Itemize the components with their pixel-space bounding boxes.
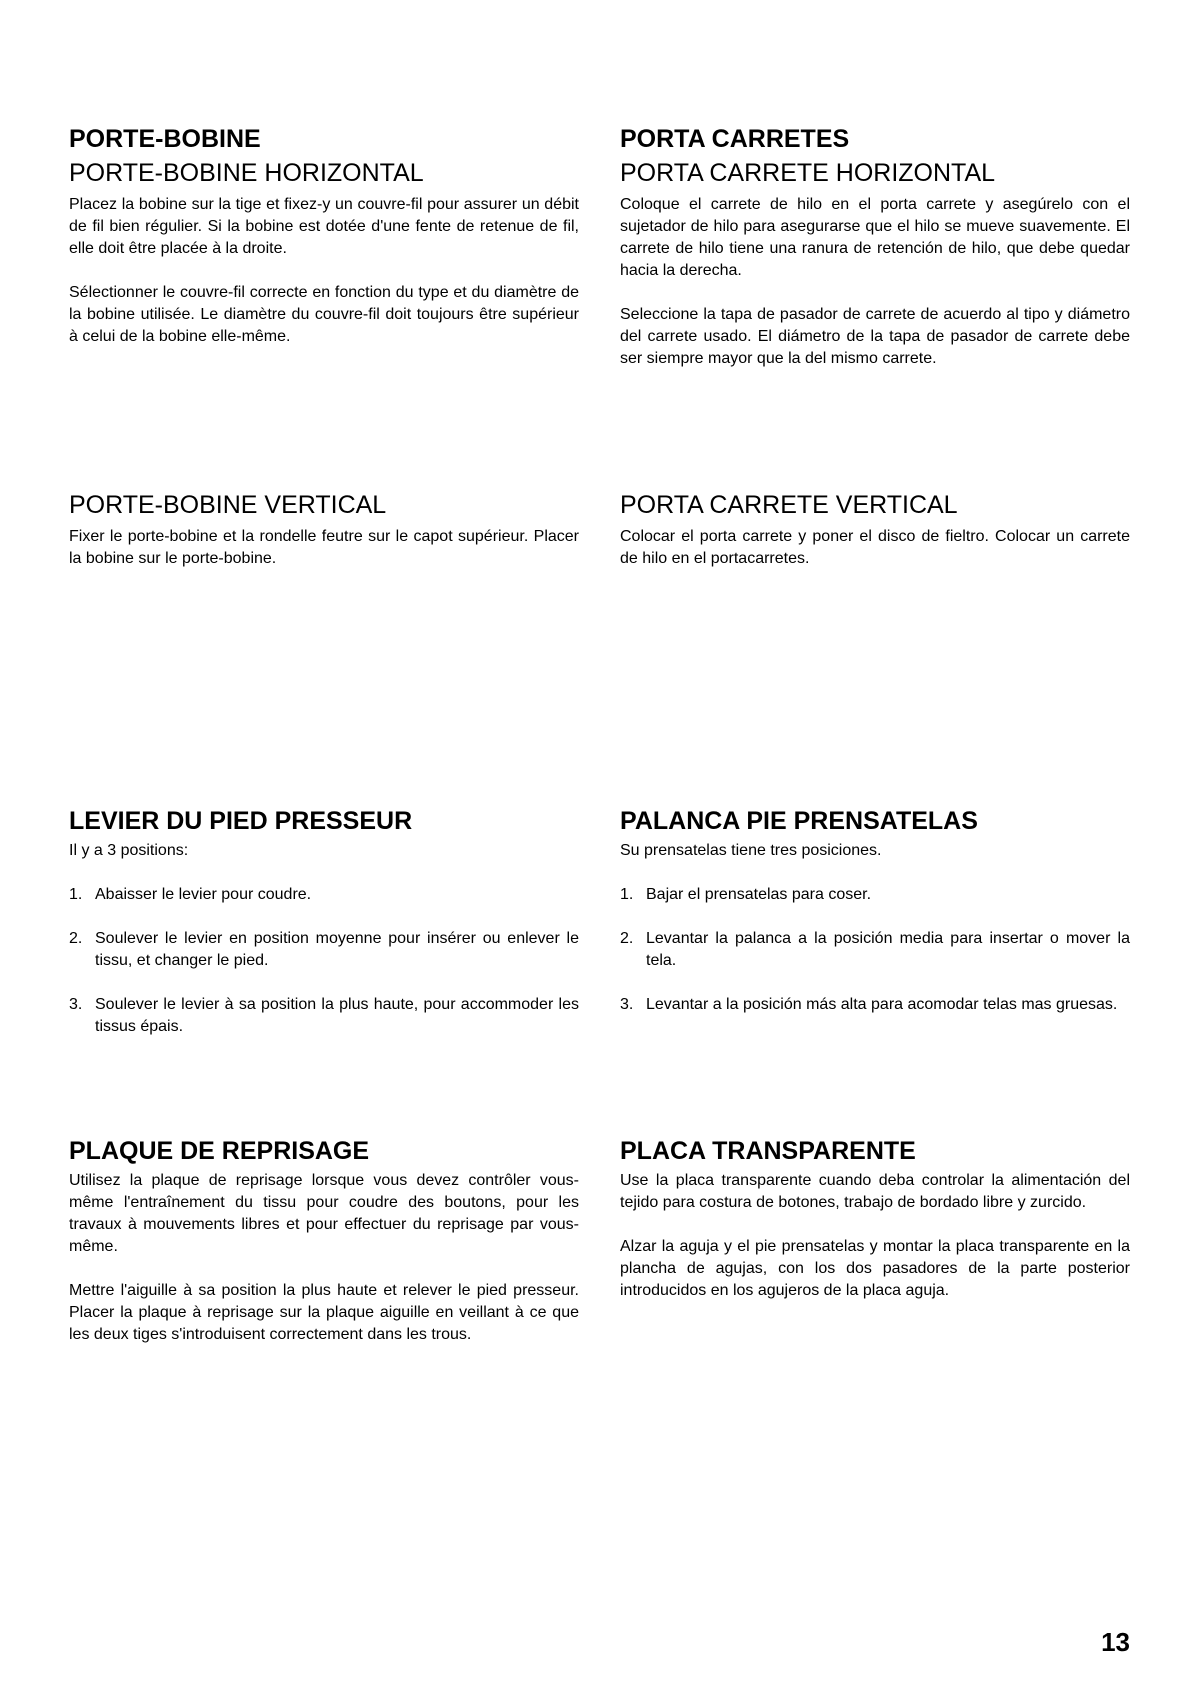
section-subtitle: PORTE-BOBINE VERTICAL — [69, 491, 387, 519]
paragraph: Mettre l'aiguille à sa position la plus haute et relever le pied presseur. Placer la plaque à reprisage sur la plaque aiguille en veillant à ce que les deux tiges s'introduisent correctement dans les trous. — [69, 1282, 579, 1343]
paragraph: Sélectionner le couvre-fil correcte en fonction du type et du diamètre de la bobine utilisée. Le diamètre du couvre-fil doit toujours être supérieur à celui de la bobine elle-même. — [69, 284, 579, 345]
levier-section — [69, 806, 579, 1038]
plaque-section — [69, 1136, 579, 1346]
section-subtitle: PORTE-BOBINE HORIZONTAL — [69, 159, 424, 187]
paragraph: Alzar la aguja y el pie prensatelas y montar la placa transparente en la plancha de agujas, con los dos pasadores de la parte posterior introducidos en los agujeros de la placa aguja. — [620, 1238, 1130, 1299]
list-item: 3. Soulever le levier à sa position la plus haute, pour accommoder les tissus épais. — [69, 996, 579, 1035]
paragraph: Coloque el carrete de hilo en el porta carrete y asegúrelo con el sujetador de hilo para asegurarse que el hilo se mueve suavemente. El carrete de hilo tiene una ranura de retención de hilo, que debe quedar hacia la derecha. — [620, 196, 1130, 279]
section-title: PALANCA PIE PRENSATELAS — [620, 807, 978, 835]
section-title: PORTE-BOBINE — [69, 125, 261, 153]
section-title: LEVIER DU PIED PRESSEUR — [69, 807, 413, 835]
list-item: 2. Soulever le levier en position moyenne pour insérer ou enlever le tissu, et changer le pied. — [69, 930, 579, 969]
section-title: PLACA TRANSPARENTE — [620, 1137, 916, 1165]
porte-bobine-section — [69, 124, 579, 348]
porte-bobine-vertical-section — [69, 490, 579, 570]
intro-text: Il y a 3 positions: — [69, 842, 189, 859]
porta-carretes-section — [620, 124, 1130, 370]
paragraph: Seleccione la tapa de pasador de carrete de acuerdo al tipo y diámetro del carrete usado. El diámetro de la tapa de pasador de carrete debe ser siempre mayor que la del mismo carrete. — [620, 306, 1130, 367]
page-number: 13 — [1101, 1627, 1130, 1657]
porta-carrete-vertical-section — [620, 490, 1130, 570]
section-title: PLAQUE DE REPRISAGE — [69, 1137, 370, 1165]
palanca-section — [620, 806, 1130, 1016]
paragraph: Fixer le porte-bobine et la rondelle feutre sur le capot supérieur. Placer la bobine sur le porte-bobine. — [69, 528, 579, 567]
placa-section — [620, 1136, 1130, 1302]
section-subtitle: PORTA CARRETE VERTICAL — [620, 491, 958, 519]
list-item: 3. Levantar a la posición más alta para acomodar telas mas gruesas. — [620, 996, 1118, 1013]
section-title: PORTA CARRETES — [620, 125, 850, 153]
paragraph: Use la placa transparente cuando deba controlar la alimentación del tejido para costura de botones, trabajo de bordado libre y zurcido. — [620, 1172, 1130, 1211]
list-item: 1. Bajar el prensatelas para coser. — [620, 886, 872, 903]
paragraph: Placez la bobine sur la tige et fixez-y un couvre-fil pour assurer un débit de fil bien régulier. Si la bobine est dotée d'une fente de retenue de fil, elle doit être placée à la droite. — [69, 196, 579, 257]
intro-text: Su prensatelas tiene tres posiciones. — [620, 842, 882, 859]
paragraph: Utilisez la plaque de reprisage lorsque vous devez contrôler vous-même l'entraînement du tissu pour coudre des boutons, pour les travaux à mouvements libres et pour effectuer du reprisage par vous-même. — [69, 1172, 579, 1255]
paragraph: Colocar el porta carrete y poner el disco de fieltro. Colocar un carrete de hilo en el portacarretes. — [620, 528, 1130, 567]
list-item: 2. Levantar la palanca a la posición media para insertar o mover la tela. — [620, 930, 1130, 969]
list-item: 1. Abaisser le levier pour coudre. — [69, 886, 312, 903]
section-subtitle: PORTA CARRETE HORIZONTAL — [620, 159, 996, 187]
